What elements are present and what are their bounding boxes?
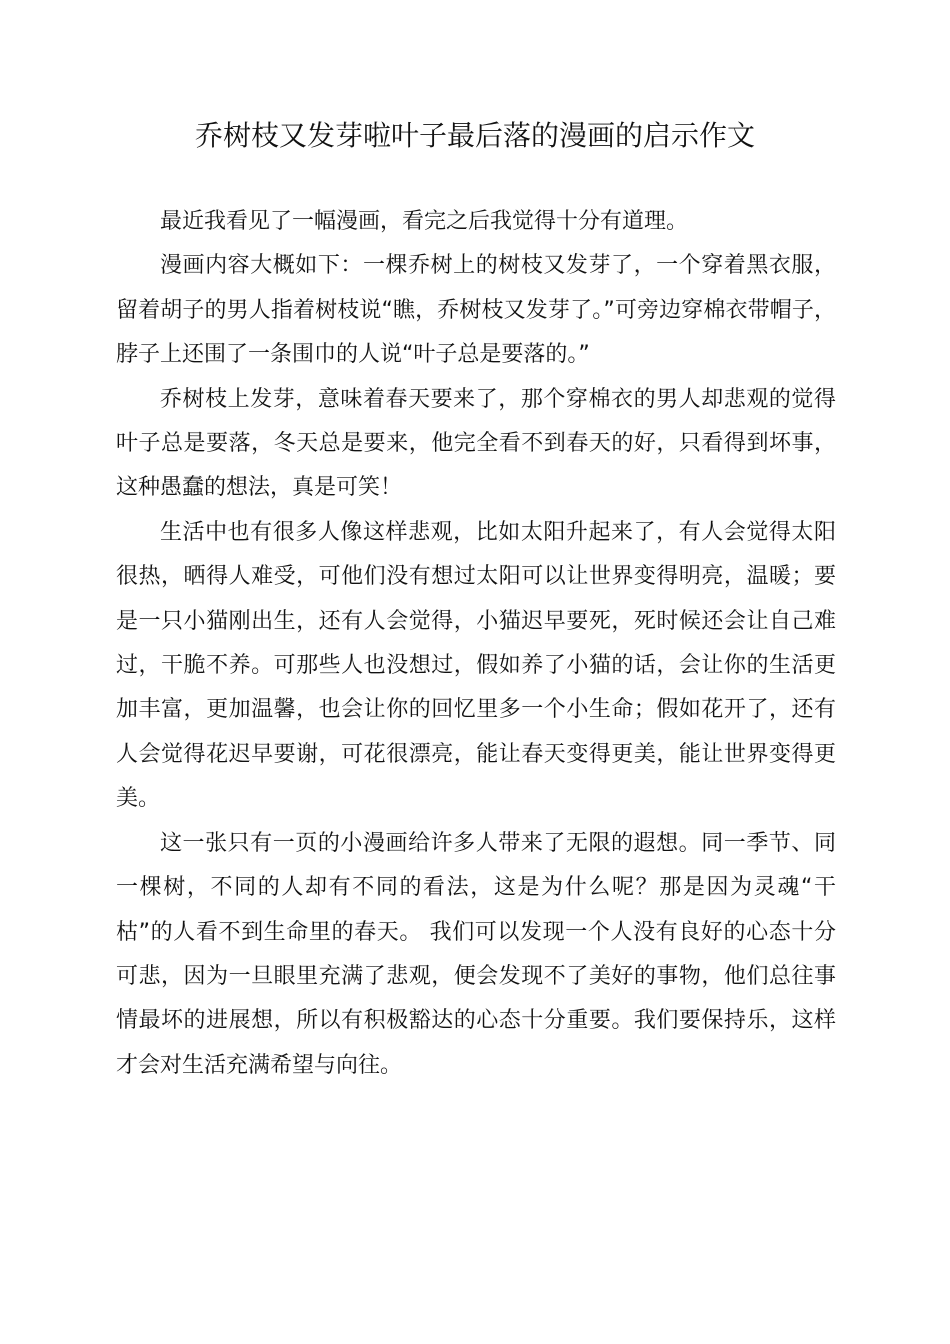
paragraph: 乔树枝上发芽，意味着春天要来了，那个穿棉衣的男人却悲观的觉得叶子总是要落，冬天总是要来，他完全看不到春天的好，只看得到坏事，这种愚蠢的想法，真是可笑！ [116, 386, 836, 501]
document-title: 乔树枝又发芽啦叶子最后落的漫画的启示作文 [194, 119, 755, 152]
paragraph: 最近我看见了一幅漫画，看完之后我觉得十分有道理。 [160, 209, 689, 234]
paragraph: 漫画内容大概如下：一棵乔树上的树枝又发芽了，一个穿着黑衣服，留着胡子的男人指着树枝说“瞧，乔树枝又发芽了。”可旁边穿棉衣带帽子，脖子上还围了一条围巾的人说“叶子总是要落的。” [116, 253, 836, 368]
paragraph: 这一张只有一页的小漫画给许多人带来了无限的遐想。同一季节、同一棵树，不同的人却有不同的看法，这是为什么呢？那是因为灵魂“干枯”的人看不到生命里的春天。 我们可以发现一个人没有良好的心态十分可悲，因为一旦眼里充满了悲观，便会发现不了美好的事物，他们总往事情最坏的进展想，所以有积极豁达的心态十分重要。我们要保持乐，这样才会对生活充满希望与向往。 [116, 830, 836, 1078]
document-body [116, 200, 836, 1088]
paragraph: 生活中也有很多人像这样悲观，比如太阳升起来了，有人会觉得太阳很热，晒得人难受，可他们没有想过太阳可以让世界变得明亮，温暖；要是一只小猫刚出生，还有人会觉得，小猫迟早要死，死时候还会让自己难过，干脆不养。可那些人也没想过，假如养了小猫的话，会让你的生活更加丰富，更加温馨，也会让你的回忆里多一个小生命；假如花开了，还有人会觉得花迟早要谢，可花很漂亮，能让春天变得更美，能让世界变得更美。 [116, 519, 836, 812]
